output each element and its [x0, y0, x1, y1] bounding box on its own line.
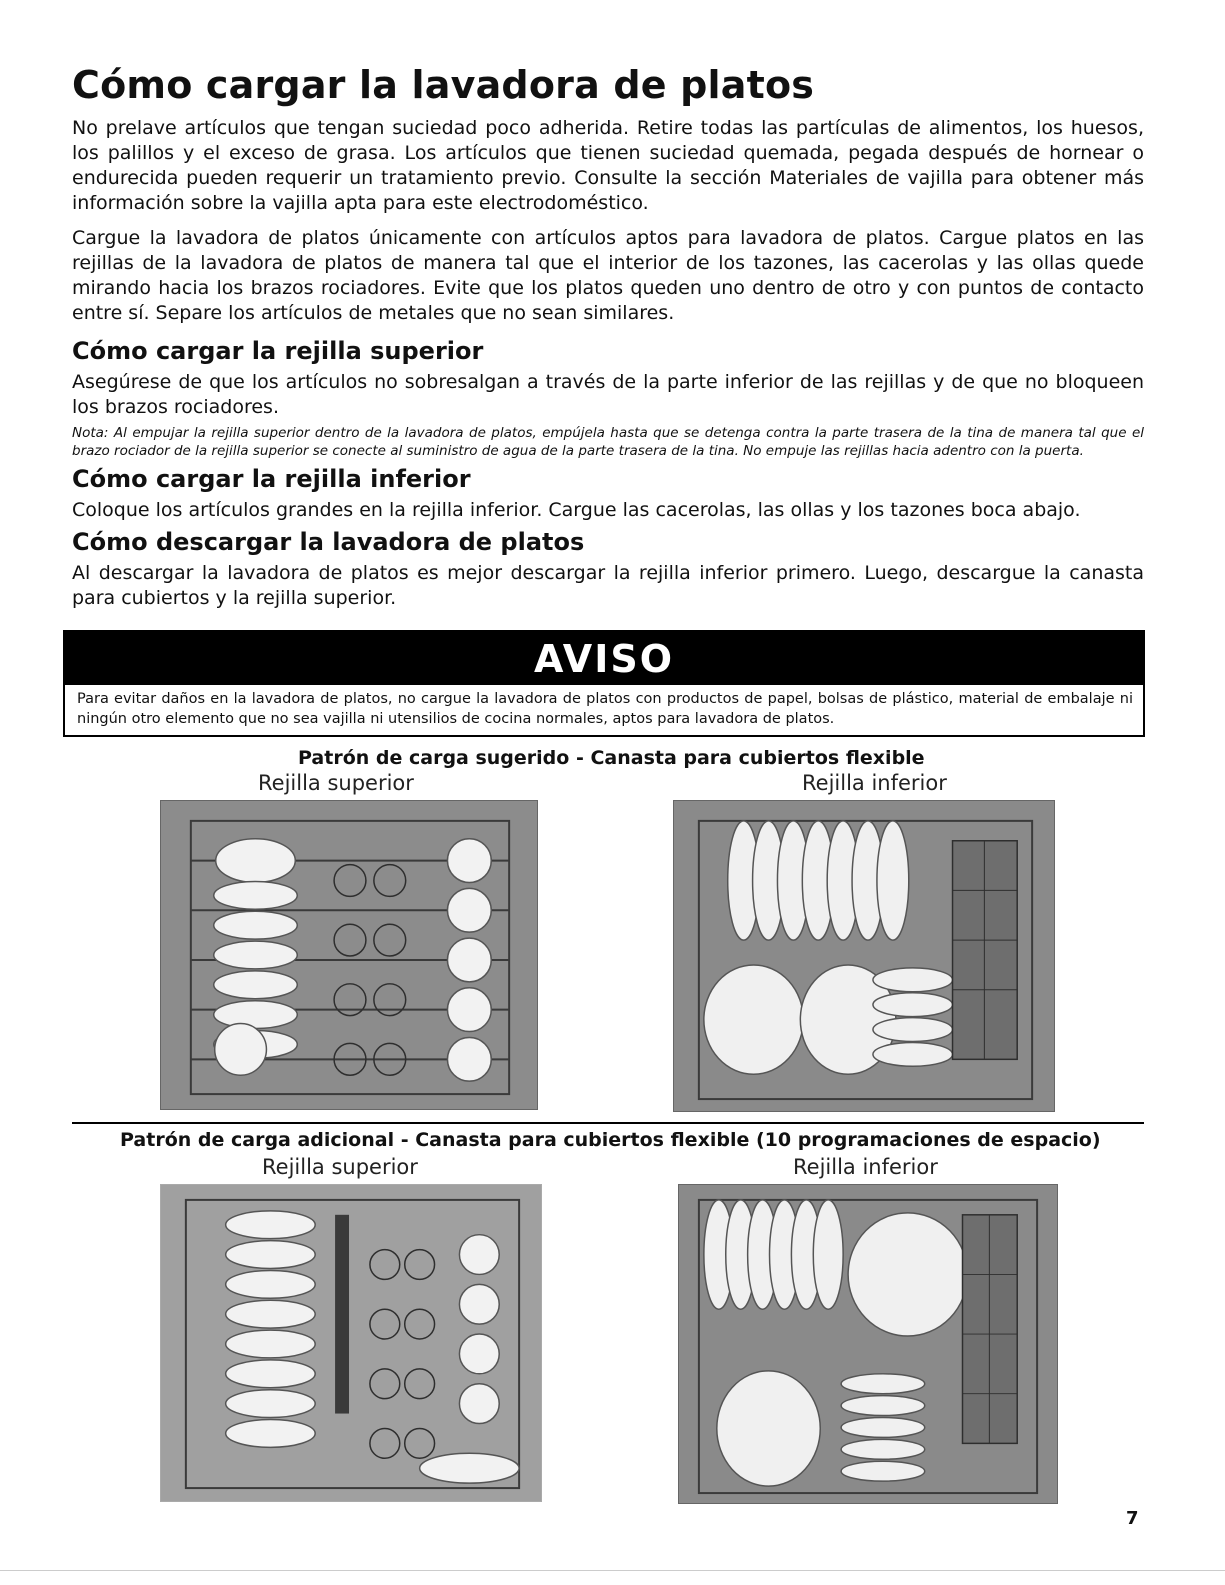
page-number: 7 [1126, 1508, 1139, 1529]
pattern1-title: Patrón de carga sugerido - Canasta para cubiertos flexible [298, 747, 925, 769]
section-note-upper-rack: Nota: Al empujar la rejilla superior dentro de la lavadora de platos, empújela hasta que se detenga contra la parte trasera de la tina de manera tal que el brazo rociador de la rejilla superior se conecte al suministro de agua de la parte trasera de la tina. No empuje las rejillas hacia adentro con la puerta. [72, 425, 1144, 459]
section-text-upper-rack: Asegúrese de que los artículos no sobresalgan a través de la parte inferior de las rejillas y de que no bloqueen los brazos rociadores. [72, 371, 1144, 418]
section-text-lower-rack: Coloque los artículos grandes en la rejilla inferior. Cargue las cacerolas, las ollas y los tazones boca abajo. [72, 499, 1081, 521]
pattern1-upper-caption: Rejilla superior [258, 771, 414, 795]
notice-box [63, 630, 1145, 737]
section-text-unloading: Al descargar la lavadora de platos es mejor descargar la rejilla inferior primero. Luego, descargue la canasta para cubiertos y la rejilla superior. [72, 562, 1144, 609]
page-content [72, 62, 1144, 621]
page-title: Cómo cargar la lavadora de platos [72, 63, 815, 107]
section-heading-upper-rack: Cómo cargar la rejilla superior [72, 337, 484, 365]
pattern2-title: Patrón de carga adicional - Canasta para cubiertos flexible (10 programaciones de espacio) [120, 1129, 1101, 1151]
notice-label: AVISO [65, 632, 1143, 685]
section-heading-lower-rack: Cómo cargar la rejilla inferior [72, 465, 471, 493]
photo-upper-rack-suggested [160, 800, 538, 1110]
intro-paragraph-1: No prelave artículos que tengan suciedad poco adherida. Retire todas las partículas de alimentos, los huesos, los palillos y el exceso de grasa. Los artículos que tienen suciedad quemada, pegada después de hornear o endurecida pueden requerir un tratamiento previo. Consulte la sección Materiales de vajilla para obtener más información sobre la vajilla apta para este electrodoméstico. [72, 117, 1144, 214]
pattern1-lower-caption: Rejilla inferior [802, 771, 947, 795]
intro-paragraph-2: Cargue la lavadora de platos únicamente con artículos aptos para lavadora de platos. Cargue platos en las rejillas de la lavadora de platos de manera tal que el interior de los tazones, las cacerolas y las ollas quede mirando hacia los brazos rociadores. Evite que los platos queden uno dentro de otro y con puntos de contacto entre sí. Separe los artículos de metales que no sean similares. [72, 227, 1144, 324]
photo-lower-rack-additional [678, 1184, 1058, 1504]
photo-lower-rack-suggested [673, 800, 1055, 1112]
page-bottom-edge [0, 1570, 1225, 1571]
pattern2-lower-caption: Rejilla inferior [793, 1155, 938, 1179]
section-heading-unloading: Cómo descargar la lavadora de platos [72, 528, 585, 556]
pattern2-upper-caption: Rejilla superior [262, 1155, 418, 1179]
notice-text: Para evitar daños en la lavadora de platos, no cargue la lavadora de platos con productos de papel, bolsas de plástico, material de embalaje ni ningún otro elemento que no sea vajilla ni utensilios de cocina normales, aptos para lavadora de platos. [77, 691, 1133, 727]
photo-upper-rack-additional [160, 1184, 542, 1502]
section-divider [72, 1122, 1144, 1124]
